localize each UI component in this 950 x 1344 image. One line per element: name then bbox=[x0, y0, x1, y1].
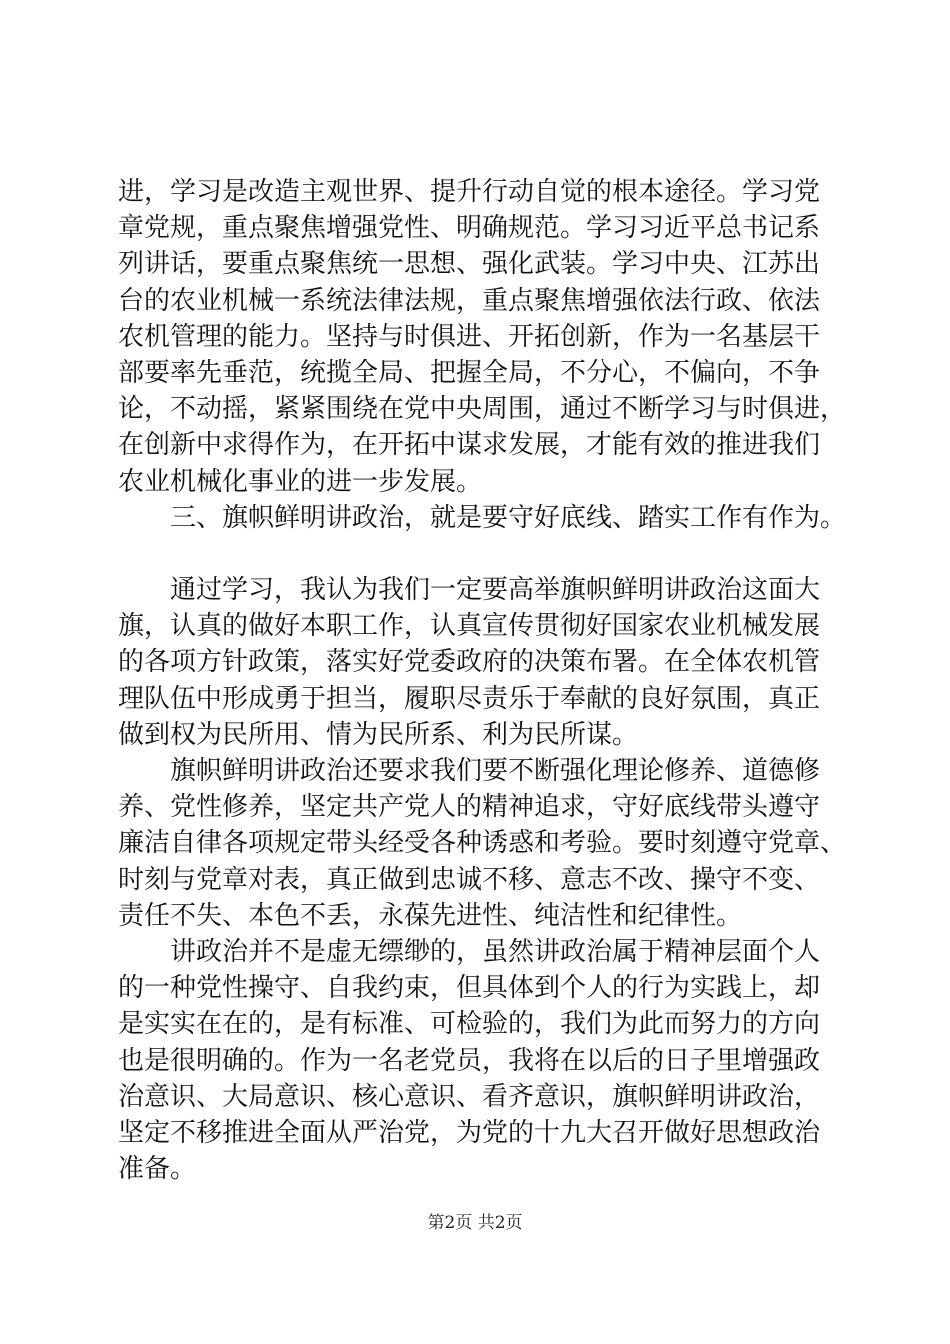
text-line: 也是很明确的。作为一名老党员，我将在以后的日子里增强政 bbox=[118, 1045, 821, 1076]
text-line: 台的农业机械一系统法律法规，重点聚焦增强依法行政、依法 bbox=[118, 285, 821, 316]
text-line: 的各项方针政策，落实好党委政府的决策布署。在全体农机管 bbox=[118, 647, 821, 678]
text-line: 治意识、大局意识、核心意识、看齐意识，旗帜鲜明讲政治， bbox=[118, 1081, 821, 1112]
text-line: 章党规，重点聚焦增强党性、明确规范。学习习近平总书记系 bbox=[118, 213, 821, 244]
text-line: 时刻与党章对表，真正做到忠诚不移、意志不改、操守不变、 bbox=[118, 864, 821, 895]
section-heading: 三、旗帜鲜明讲政治，就是要守好底线、踏实工作有作为。 bbox=[118, 502, 847, 533]
text-line: 列讲话，要重点聚焦统一思想、强化武装。学习中央、江苏出 bbox=[118, 249, 821, 280]
text-line: 理队伍中形成勇于担当，履职尽责乐于奉献的良好氛围，真正 bbox=[118, 683, 821, 714]
text-line: 养、党性修养，坚定共产党人的精神追求，守好底线带头遵守 bbox=[118, 792, 821, 823]
text-line: 责任不失、本色不丢，永葆先进性、纯洁性和纪律性。 bbox=[118, 900, 743, 931]
text-line: 是实实在在的，是有标准、可检验的，我们为此而努力的方向 bbox=[118, 1009, 821, 1040]
text-line: 进，学习是改造主观世界、提升行动自觉的根本途径。学习党 bbox=[118, 177, 821, 207]
text-line: 农机管理的能力。坚持与时俱进、开拓创新，作为一名基层干 bbox=[118, 321, 821, 352]
text-line: 讲政治并不是虚无缥缈的，虽然讲政治属于精神层面个人 bbox=[118, 936, 821, 967]
text-line: 坚定不移推进全面从严治党，为党的十九大召开做好思想政治 bbox=[118, 1117, 821, 1148]
text-line: 廉洁自律各项规定带头经受各种诱惑和考验。要时刻遵守党章、 bbox=[118, 828, 847, 859]
text-line: 部要率先垂范，统揽全局、把握全局，不分心，不偏向，不争 bbox=[118, 357, 821, 388]
text-line: 旗帜鲜明讲政治还要求我们要不断强化理论修养、道德修 bbox=[118, 756, 821, 786]
text-line: 的一种党性操守、自我约束，但具体到个人的行为实践上，却 bbox=[118, 973, 821, 1004]
text-line: 通过学习，我认为我们一定要高举旗帜鲜明讲政治这面大 bbox=[118, 575, 821, 606]
text-line: 做到权为民所用、情为民所系、利为民所谋。 bbox=[118, 719, 639, 750]
page-number-footer: 第2页 共2页 bbox=[427, 1213, 523, 1233]
text-line: 准备。 bbox=[118, 1154, 197, 1185]
text-line: 论，不动摇，紧紧围绕在党中央周围，通过不断学习与时俱进， bbox=[118, 394, 847, 425]
document-body bbox=[118, 174, 860, 1187]
text-line: 旗，认真的做好本职工作，认真宣传贯彻好国家农业机械发展 bbox=[118, 611, 821, 642]
text-line: 在创新中求得作为，在开拓中谋求发展，才能有效的推进我们 bbox=[118, 430, 821, 461]
text-line: 农业机械化事业的进一步发展。 bbox=[118, 466, 483, 497]
paragraph-gap bbox=[118, 536, 860, 572]
